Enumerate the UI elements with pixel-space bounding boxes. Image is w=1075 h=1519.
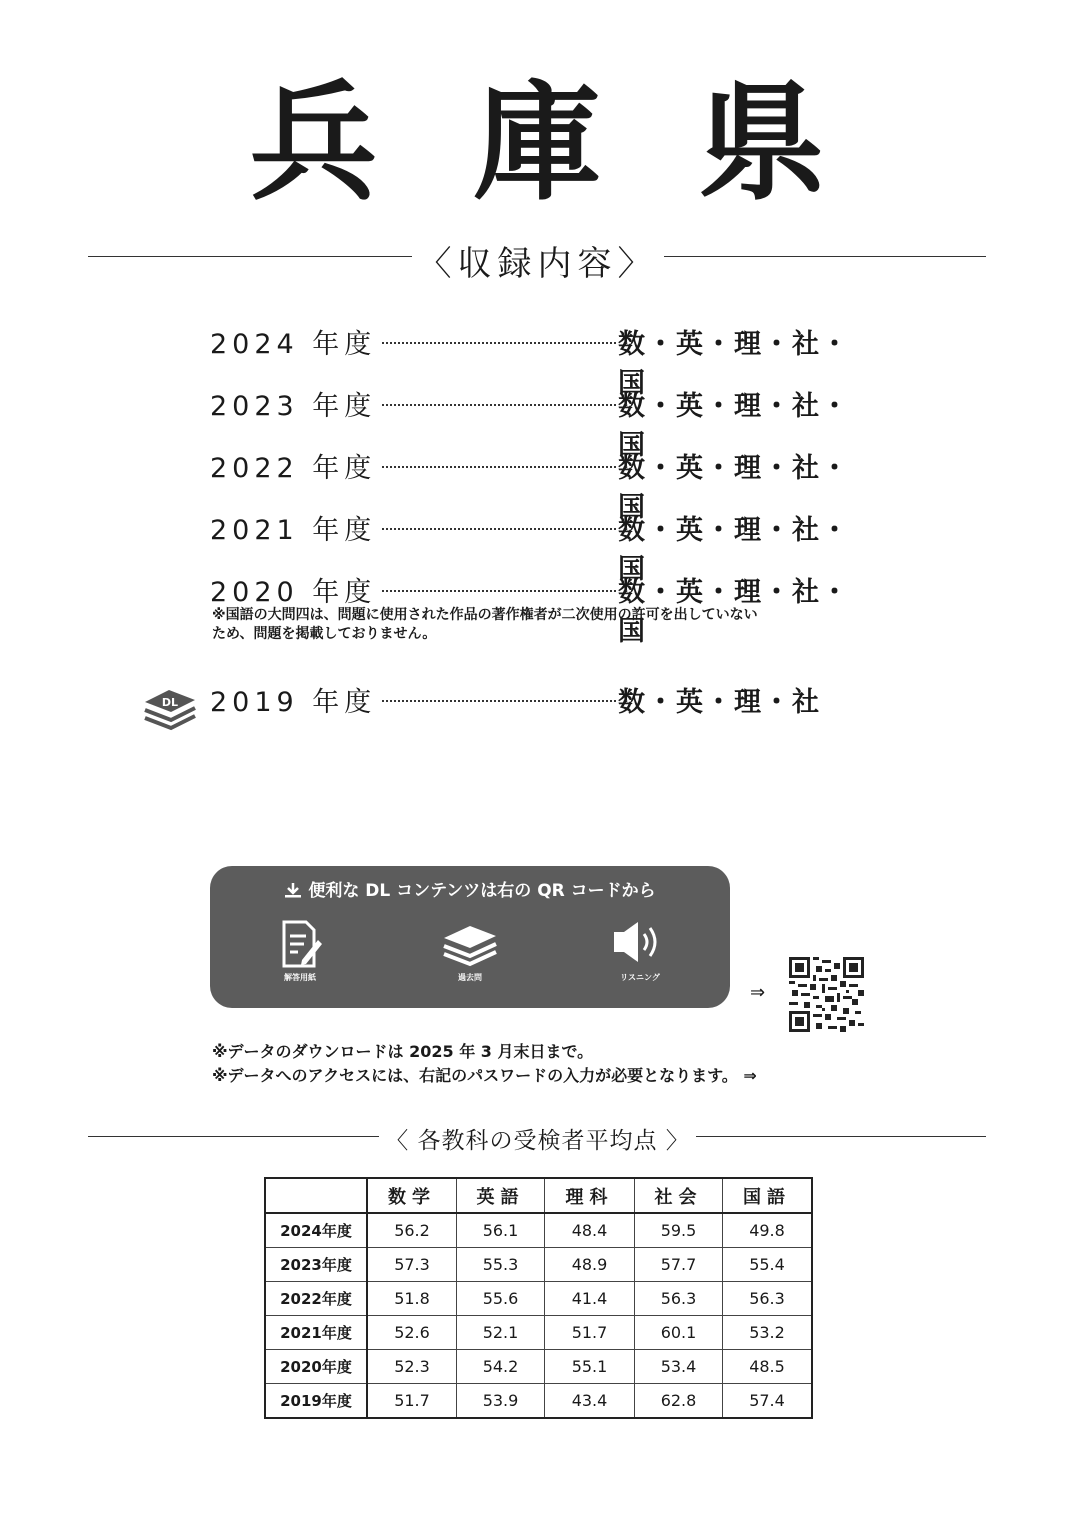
score-cell: 55.4 bbox=[723, 1248, 813, 1282]
row-year: 2023年度 bbox=[265, 1248, 367, 1282]
score-cell: 56.3 bbox=[635, 1282, 723, 1316]
dl-content-panel bbox=[210, 866, 730, 1008]
table-row bbox=[265, 1384, 812, 1419]
score-cell: 53.2 bbox=[723, 1316, 813, 1350]
toc-subjects: 数・英・理・社・国 bbox=[618, 577, 850, 647]
header-math: 数学 bbox=[367, 1178, 457, 1213]
toc-year: 2021 年度 bbox=[210, 515, 377, 546]
score-cell: 62.8 bbox=[635, 1384, 723, 1419]
answer-sheet-icon bbox=[274, 918, 326, 970]
toc-year: 2023 年度 bbox=[210, 391, 377, 422]
qr-code[interactable] bbox=[789, 957, 864, 1032]
toc-subjects: 数・英・理・社・国 bbox=[618, 515, 850, 585]
item-label: 解答用紙 bbox=[284, 973, 316, 982]
score-cell: 41.4 bbox=[545, 1282, 635, 1316]
average-scores-table bbox=[264, 1177, 813, 1419]
score-cell: 53.9 bbox=[457, 1384, 545, 1419]
leader-dots bbox=[382, 590, 616, 592]
score-cell: 55.3 bbox=[457, 1248, 545, 1282]
table-row bbox=[265, 1213, 812, 1248]
header-science: 理科 bbox=[545, 1178, 635, 1213]
dl-badge: DL bbox=[161, 696, 179, 709]
item-label: リスニング bbox=[620, 973, 660, 982]
panel-title: 便利な DL コンテンツは右の QR コードから bbox=[210, 876, 730, 901]
toc-subjects: 数・英・理・社・国 bbox=[618, 453, 850, 523]
score-cell: 48.4 bbox=[545, 1213, 635, 1248]
header-social: 社会 bbox=[635, 1178, 723, 1213]
row-year: 2020年度 bbox=[265, 1350, 367, 1384]
score-cell: 59.5 bbox=[635, 1213, 723, 1248]
table-corner bbox=[265, 1178, 367, 1213]
toc-year: 2022 年度 bbox=[210, 453, 377, 484]
score-cell: 60.1 bbox=[635, 1316, 723, 1350]
past-exams-item[interactable] bbox=[420, 918, 520, 983]
books-icon bbox=[440, 918, 500, 970]
page-title: 兵庫県 bbox=[249, 69, 922, 218]
header-japanese: 国語 bbox=[723, 1178, 813, 1213]
item-label: 過去問 bbox=[458, 973, 482, 982]
toc-year: 2019 年度 bbox=[210, 687, 377, 718]
toc-row-2024 bbox=[210, 322, 865, 399]
toc-subjects: 数・英・理・社・国 bbox=[618, 329, 850, 399]
row-year: 2019年度 bbox=[265, 1384, 367, 1419]
download-note bbox=[212, 1040, 757, 1088]
download-note-line: ※データのダウンロードは 2025 年 3 月末日まで。 bbox=[212, 1042, 594, 1061]
answer-sheet-item[interactable] bbox=[250, 918, 350, 983]
score-cell: 57.4 bbox=[723, 1384, 813, 1419]
toc-note-line: ※国語の大問四は、問題に使用された作品の著作権者が二次使用の許可を出していない bbox=[212, 607, 758, 623]
toc-subjects: 数・英・理・社 bbox=[618, 687, 821, 718]
toc-row-2022 bbox=[210, 446, 865, 523]
score-cell: 52.1 bbox=[457, 1316, 545, 1350]
leader-dots bbox=[382, 528, 616, 530]
score-cell: 56.1 bbox=[457, 1213, 545, 1248]
toc-year: 2020 年度 bbox=[210, 577, 377, 608]
speaker-icon bbox=[610, 918, 670, 970]
row-year: 2024年度 bbox=[265, 1213, 367, 1248]
download-books-icon bbox=[141, 684, 199, 734]
score-cell: 54.2 bbox=[457, 1350, 545, 1384]
table-row bbox=[265, 1248, 812, 1282]
toc-note-line: ため、問題を掲載しておりません。 bbox=[212, 626, 437, 642]
score-cell: 55.1 bbox=[545, 1350, 635, 1384]
score-cell: 51.7 bbox=[367, 1384, 457, 1419]
score-cell: 43.4 bbox=[545, 1384, 635, 1419]
table-row bbox=[265, 1316, 812, 1350]
score-cell: 52.3 bbox=[367, 1350, 457, 1384]
score-cell: 48.5 bbox=[723, 1350, 813, 1384]
toc-row-2023 bbox=[210, 384, 865, 461]
table-row bbox=[265, 1282, 812, 1316]
row-year: 2021年度 bbox=[265, 1316, 367, 1350]
score-cell: 56.2 bbox=[367, 1213, 457, 1248]
download-note-line: ※データへのアクセスには、右記のパスワードの入力が必要となります。 ⇒ bbox=[212, 1066, 757, 1085]
header-english: 英語 bbox=[457, 1178, 545, 1213]
score-cell: 51.8 bbox=[367, 1282, 457, 1316]
score-cell: 55.6 bbox=[457, 1282, 545, 1316]
toc-row-2019 bbox=[210, 680, 865, 716]
leader-dots bbox=[382, 404, 616, 406]
contents-heading: 〈収録内容〉 bbox=[0, 236, 1075, 285]
arrow-icon: ⇒ bbox=[750, 982, 766, 1003]
table-row bbox=[265, 1350, 812, 1384]
leader-dots bbox=[382, 466, 616, 468]
toc-subjects: 数・英・理・社・国 bbox=[618, 391, 850, 461]
score-cell: 53.4 bbox=[635, 1350, 723, 1384]
toc-year: 2024 年度 bbox=[210, 329, 377, 360]
average-scores-heading: 〈 各教科の受検者平均点 〉 bbox=[0, 1122, 1075, 1155]
score-cell: 48.9 bbox=[545, 1248, 635, 1282]
listening-item[interactable] bbox=[590, 918, 690, 983]
download-icon bbox=[284, 882, 302, 898]
score-cell: 57.3 bbox=[367, 1248, 457, 1282]
table-header-row bbox=[265, 1178, 812, 1213]
score-cell: 51.7 bbox=[545, 1316, 635, 1350]
leader-dots bbox=[382, 342, 616, 344]
leader-dots bbox=[382, 700, 616, 702]
score-cell: 49.8 bbox=[723, 1213, 813, 1248]
row-year: 2022年度 bbox=[265, 1282, 367, 1316]
toc-note bbox=[212, 606, 872, 644]
score-cell: 56.3 bbox=[723, 1282, 813, 1316]
score-cell: 52.6 bbox=[367, 1316, 457, 1350]
toc-row-2021 bbox=[210, 508, 865, 585]
score-cell: 57.7 bbox=[635, 1248, 723, 1282]
